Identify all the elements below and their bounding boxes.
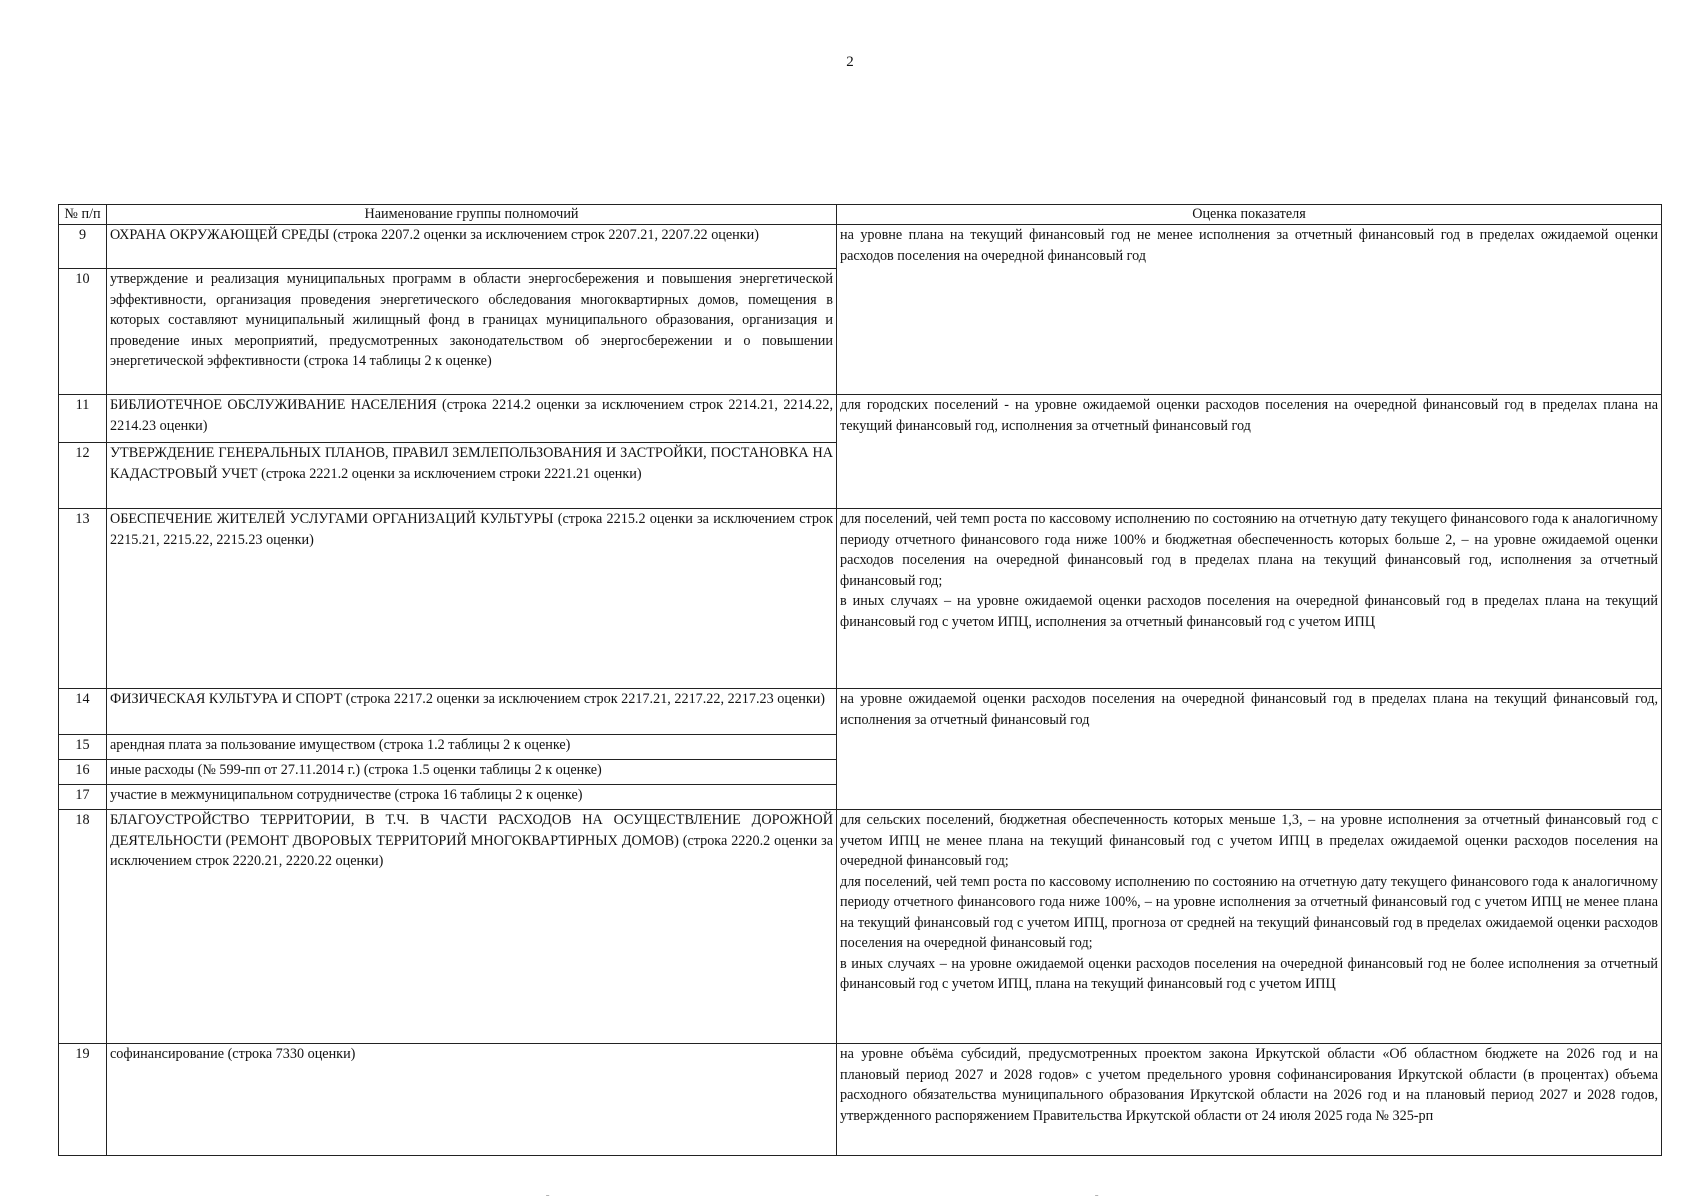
table-row <box>59 689 1662 735</box>
header-num: № п/п <box>59 205 107 225</box>
row-name: участие в межмуниципальном сотрудничестве (строка 16 таблицы 2 к оценке) <box>107 785 837 810</box>
row-number: 18 <box>59 810 107 1044</box>
row-name: ФИЗИЧЕСКАЯ КУЛЬТУРА И СПОРТ (строка 2217.2 оценки за исключением строк 2217.21, 2217.22, 2217.23 оценки) <box>107 689 837 735</box>
table-row <box>59 509 1662 689</box>
row-name: БЛАГОУСТРОЙСТВО ТЕРРИТОРИИ, В Т.Ч. В ЧАСТИ РАСХОДОВ НА ОСУЩЕСТВЛЕНИЕ ДОРОЖНОЙ ДЕЯТЕЛЬНОСТИ (РЕМОНТ ДВОРОВЫХ ТЕРРИТОРИЙ МНОГОКВАРТИРНЫХ ДОМОВ) (строка 2220.2 оценки за исключением строк 2220.21, 2220.22 оценки) <box>107 810 837 1044</box>
row-number: 10 <box>59 269 107 395</box>
row-number: 17 <box>59 785 107 810</box>
powers-evaluation-table <box>58 204 1662 1156</box>
row-evaluation: для городских поселений - на уровне ожидаемой оценки расходов поселения на очередной финансовый год в пределах плана на текущий финансовый год, исполнения за отчетный финансовый год <box>837 395 1662 509</box>
scan-artifact: ˍ <box>1095 1186 1099 1197</box>
scan-artifact: ˍ <box>546 1186 550 1197</box>
row-name: софинансирование (строка 7330 оценки) <box>107 1044 837 1156</box>
row-name: ОБЕСПЕЧЕНИЕ ЖИТЕЛЕЙ УСЛУГАМИ ОРГАНИЗАЦИЙ КУЛЬТУРЫ (строка 2215.2 оценки за исключением строк 2215.21, 2215.22, 2215.23 оценки) <box>107 509 837 689</box>
row-number: 12 <box>59 443 107 509</box>
row-number: 14 <box>59 689 107 735</box>
row-name: БИБЛИОТЕЧНОЕ ОБСЛУЖИВАНИЕ НАСЕЛЕНИЯ (строка 2214.2 оценки за исключением строк 2214.21, 2214.22, 2214.23 оценки) <box>107 395 837 443</box>
table-row <box>59 810 1662 1044</box>
row-evaluation: на уровне плана на текущий финансовый год не менее исполнения за отчетный финансовый год в пределах ожидаемой оценки расходов поселения на очередной финансовый год <box>837 225 1662 395</box>
header-name: Наименование группы полномочий <box>107 205 837 225</box>
row-number: 11 <box>59 395 107 443</box>
table-row <box>59 395 1662 443</box>
row-name: арендная плата за пользование имуществом (строка 1.2 таблицы 2 к оценке) <box>107 735 837 760</box>
row-number: 16 <box>59 760 107 785</box>
header-eval: Оценка показателя <box>837 205 1662 225</box>
row-number: 13 <box>59 509 107 689</box>
row-evaluation: на уровне ожидаемой оценки расходов поселения на очередной финансовый год в пределах плана на текущий финансовый год, исполнения за отчетный финансовый год <box>837 689 1662 810</box>
row-name: утверждение и реализация муниципальных программ в области энергосбережения и повышения энергетической эффективности, организация проведения энергетического обследования многоквартирных домов, помещения в которых составляют муниципальный жилищный фонд в границах муниципального образования, организация и проведение иных мероприятий, предусмотренных законодательством об энергосбережении и о повышении энергетической эффективности (строка 14 таблицы 2 к оценке) <box>107 269 837 395</box>
row-evaluation: для поселений, чей темп роста по кассовому исполнению по состоянию на отчетную дату текущего финансового года к аналогичному периоду отчетного финансового года ниже 100% и бюджетная обеспеченность которых больше 2, – на уровне ожидаемой оценки расходов поселения на очередной финансовый год в пределах плана на текущий финансовый год, исполнения за отчетный финансовый год; в иных случаях – на уровне ожидаемой оценки расходов поселения на очередной финансовый год в пределах плана на текущий финансовый год с учетом ИПЦ, исполнения за отчетный финансовый год с учетом ИПЦ <box>837 509 1662 689</box>
row-name: иные расходы (№ 599-пп от 27.11.2014 г.) (строка 1.5 оценки таблицы 2 к оценке) <box>107 760 837 785</box>
page-number: 2 <box>846 54 854 70</box>
row-evaluation: на уровне объёма субсидий, предусмотренных проектом закона Иркутской области «Об областном бюджете на 2026 год и на плановый период 2027 и 2028 годов» с учетом предельного уровня софинансирования Иркутской области (в процентах) объема расходного обязательства муниципального образования Иркутской области на 2026 год и на плановый период 2027 и 2028 годов, утвержденного распоряжением Правительства Иркутской области от 24 июля 2025 года № 325-рп <box>837 1044 1662 1156</box>
row-number: 19 <box>59 1044 107 1156</box>
row-evaluation: для сельских поселений, бюджетная обеспеченность которых меньше 1,3, – на уровне исполнения за отчетный финансовый год с учетом ИПЦ не менее плана на текущий финансовый год с учетом ИПЦ в пределах ожидаемой оценки расходов поселения на очередной финансовый год; для поселений, чей темп роста по кассовому исполнению по состоянию на отчетную дату текущего финансового года к аналогичному периоду отчетного финансового года ниже 100%, – на уровне исполнения за отчетный финансовый год с учетом ИПЦ не менее плана на текущий финансовый год с учетом ИПЦ, прогноза от средней на текущий финансовый год в пределах ожидаемой оценки расходов поселения на очередной финансовый год; в иных случаях – на уровне ожидаемой оценки расходов поселения на очередной финансовый год не более исполнения за отчетный финансовый год с учетом ИПЦ, плана на текущий финансовый год с учетом ИПЦ <box>837 810 1662 1044</box>
row-number: 15 <box>59 735 107 760</box>
table-row <box>59 1044 1662 1156</box>
row-name: УТВЕРЖДЕНИЕ ГЕНЕРАЛЬНЫХ ПЛАНОВ, ПРАВИЛ ЗЕМЛЕПОЛЬЗОВАНИЯ И ЗАСТРОЙКИ, ПОСТАНОВКА НА КАДАСТРОВЫЙ УЧЕТ (строка 2221.2 оценки за исключением строки 2221.21 оценки) <box>107 443 837 509</box>
table-row <box>59 225 1662 269</box>
table-header-row <box>59 205 1662 225</box>
row-name: ОХРАНА ОКРУЖАЮЩЕЙ СРЕДЫ (строка 2207.2 оценки за исключением строк 2207.21, 2207.22 оценки) <box>107 225 837 269</box>
row-number: 9 <box>59 225 107 269</box>
